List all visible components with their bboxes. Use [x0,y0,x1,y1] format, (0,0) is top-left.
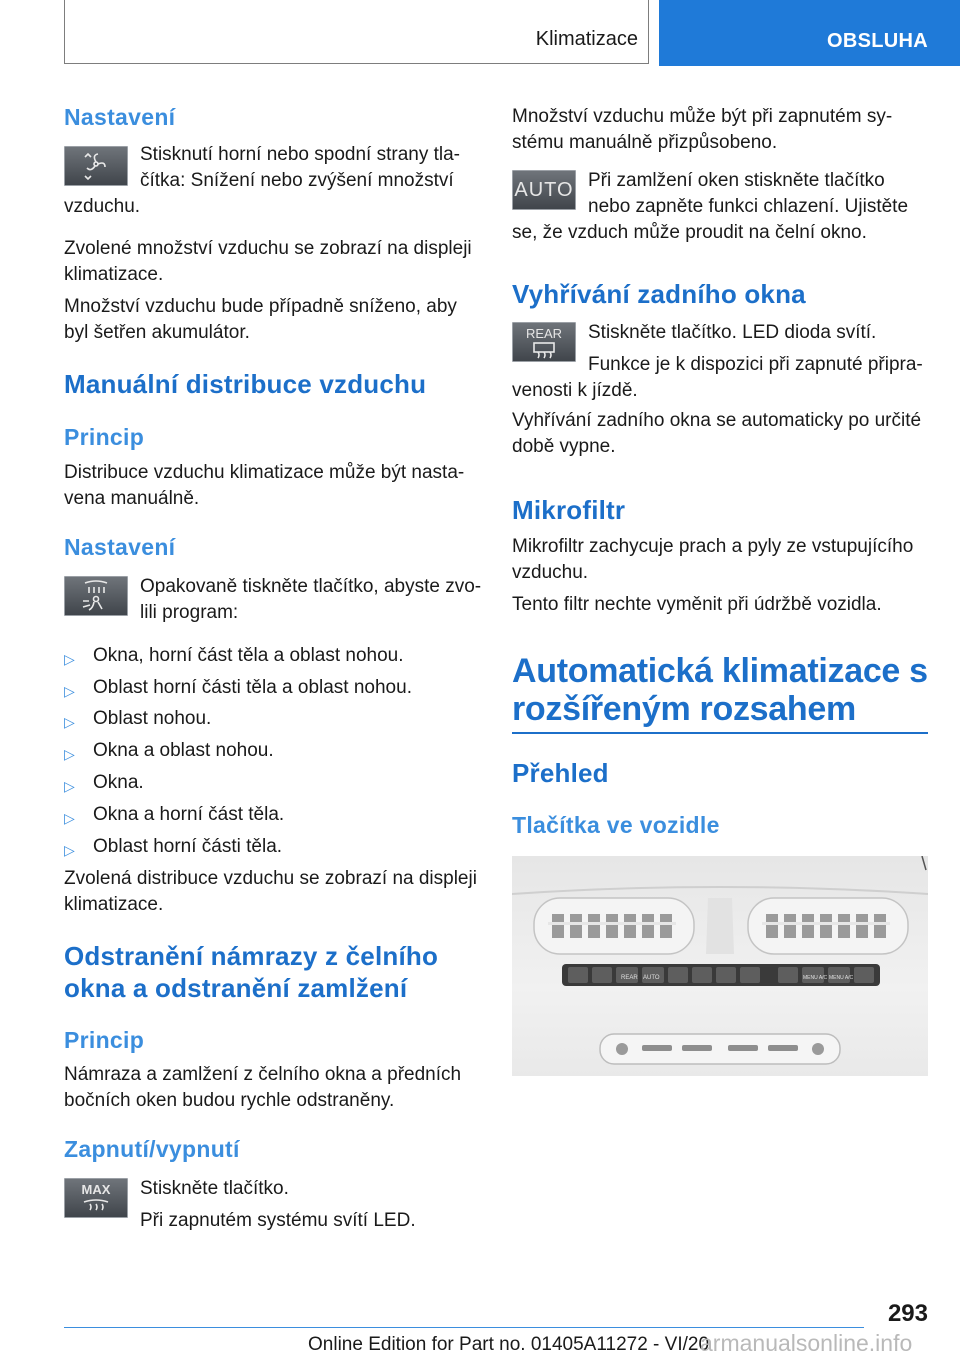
text-zvolena-line2: klimatizace. [64,894,164,915]
max-defrost-label: MAX [81,1182,111,1197]
heading-prehled: Přehled [512,758,609,788]
header-chapter-tab[interactable]: OBSLUHA [659,0,960,66]
text-mikro-line2: vzduchu. [512,562,589,583]
panel-label-menu-ac-2: MENU A/C [829,975,854,981]
heading-odstraneni-line1: Odstranění námrazy z čelního [64,941,439,971]
heading-vyhrivani: Vyhřívání zadního okna [512,279,806,309]
heading-princip-1: Princip [64,424,145,450]
text-nastaveni1-line3: vzduchu. [64,196,141,217]
heading-automaticka-line2: rozšířeným rozsahem [512,690,856,728]
text-mnozstvi-manual-line1: Množství vzduchu může být při zapnutém sy- [512,106,893,127]
fan-icon [65,147,127,185]
footer-edition-text: Online Edition for Part no. 01405A11272 - VI/20 [308,1334,710,1355]
text-nastaveni1-line2: čítka: Snížení nebo zvýšení množství [140,170,454,191]
heading-princip-2: Princip [64,1027,145,1053]
rear-defrost-label: REAR [525,326,563,341]
text-tento-filtr: Tento filtr nechte vyměnit při údržbě vozidla. [512,594,882,615]
triangle-bullet-icon: ▷ [64,778,75,794]
list-item-text: Okna a horní část těla. [93,804,285,825]
text-nastaveni2-line1: Opakovaně tiskněte tlačítko, abyste zvo- [140,576,482,597]
list-item-text: Okna. [93,772,144,793]
heading-odstraneni-line2: okna a odstranění zamlžení [64,973,408,1003]
heading-mikrofiltr: Mikrofiltr [512,495,626,525]
air-distribution-button-icon [64,576,128,616]
heading-nastaveni-2: Nastavení [64,534,176,560]
triangle-bullet-icon: ▷ [64,810,75,826]
panel-label-auto: AUTO [643,975,660,981]
triangle-bullet-icon: ▷ [64,842,75,858]
max-defrost-button-icon [64,1178,128,1218]
triangle-bullet-icon: ▷ [64,714,75,730]
text-zvolene-line2: klimatizace. [64,264,164,285]
text-mnozstvi-manual-line2: stému manuálně přizpůsobeno. [512,132,778,153]
page-number: 293 [887,1300,928,1327]
text-princip1-line1: Distribuce vzduchu klimatizace může být nasta- [64,462,465,483]
footer-watermark: armanualsonline.info [700,1330,913,1356]
heading-automaticka-line1: Automatická klimatizace s [512,652,928,690]
text-auto-line2: nebo zapněte funkci chlazení. Ujistěte [588,196,909,217]
triangle-bullet-icon: ▷ [64,683,75,699]
climate-panel-photo [512,856,928,1076]
text-mikro-line1: Mikrofiltr zachycuje prach a pyly ze vstupujícího [512,536,914,557]
text-vyhr-line1: Stiskněte tlačítko. LED dioda svítí. [588,322,877,343]
text-zapnuti-line2: Při zapnutém systému svítí LED. [140,1210,416,1231]
text-mnozstvi-line2: byl šetřen akumulátor. [64,322,250,343]
list-item-text: Oblast nohou. [93,708,212,729]
text-vyhr2-line2: době vypne. [512,436,616,457]
list-item-text: Oblast horní části těla. [93,836,283,857]
air-distribution-icon [65,577,127,615]
triangle-bullet-icon: ▷ [64,651,75,667]
rear-window-heat-icon [513,341,575,359]
panel-label-rear: REAR [621,975,638,981]
fan-speed-button-icon [64,146,128,186]
heading-manualni-distribuce: Manuální distribuce vzduchu [64,369,427,399]
windshield-defrost-icon [65,1197,127,1215]
triangle-bullet-icon: ▷ [64,746,75,762]
text-vyhr-line2: Funkce je k dispozici při zapnuté připra- [588,354,923,375]
text-auto-line1: Při zamlžení oken stiskněte tlačítko [588,170,885,191]
text-auto-line3: se, že vzduch může proudit na čelní okno. [512,222,867,243]
text-princip2-line2: bočních oken budou rychle odstraněny. [64,1090,395,1111]
text-mnozstvi-line1: Množství vzduchu bude případně sníženo, aby [64,296,457,317]
text-zvolene-line1: Zvolené množství vzduchu se zobrazí na displeji [64,238,472,259]
header-section-title: Klimatizace [535,28,638,50]
heading-nastaveni-1: Nastavení [64,104,176,130]
footer-divider [64,1327,864,1328]
list-item-text: Okna a oblast nohou. [93,740,274,761]
list-item-text: Oblast horní části těla a oblast nohou. [93,677,412,698]
text-nastaveni2-line2: lili program: [140,602,239,623]
text-nastaveni1-line1: Stisknutí horní nebo spodní strany tla- [140,144,461,165]
heading-tlacitka-ve-vozidle: Tlačítka ve vozidle [512,812,720,838]
heading-zapnuti-vypnuti: Zapnutí/vypnutí [64,1136,240,1162]
text-vyhr2-line1: Vyhřívání zadního okna se automaticky po určité [512,410,922,431]
dashboard-illustration [512,856,928,1076]
text-vyhr-line3: venosti k jízdě. [512,380,638,401]
text-princip1-line2: vena manuálně. [64,488,200,509]
list-item-text: Okna, horní část těla a oblast nohou. [93,645,404,666]
rear-defrost-button-icon [512,322,576,362]
panel-label-menu-ac-1: MENU A/C [803,975,828,981]
text-zapnuti-line1: Stiskněte tlačítko. [140,1178,289,1199]
text-princip2-line1: Námraza a zamlžení z čelního okna a předních [64,1064,462,1085]
section-underline [512,732,928,734]
text-zvolena-line1: Zvolená distribuce vzduchu se zobrazí na displeji [64,868,477,889]
auto-button-icon: AUTO [512,170,576,210]
